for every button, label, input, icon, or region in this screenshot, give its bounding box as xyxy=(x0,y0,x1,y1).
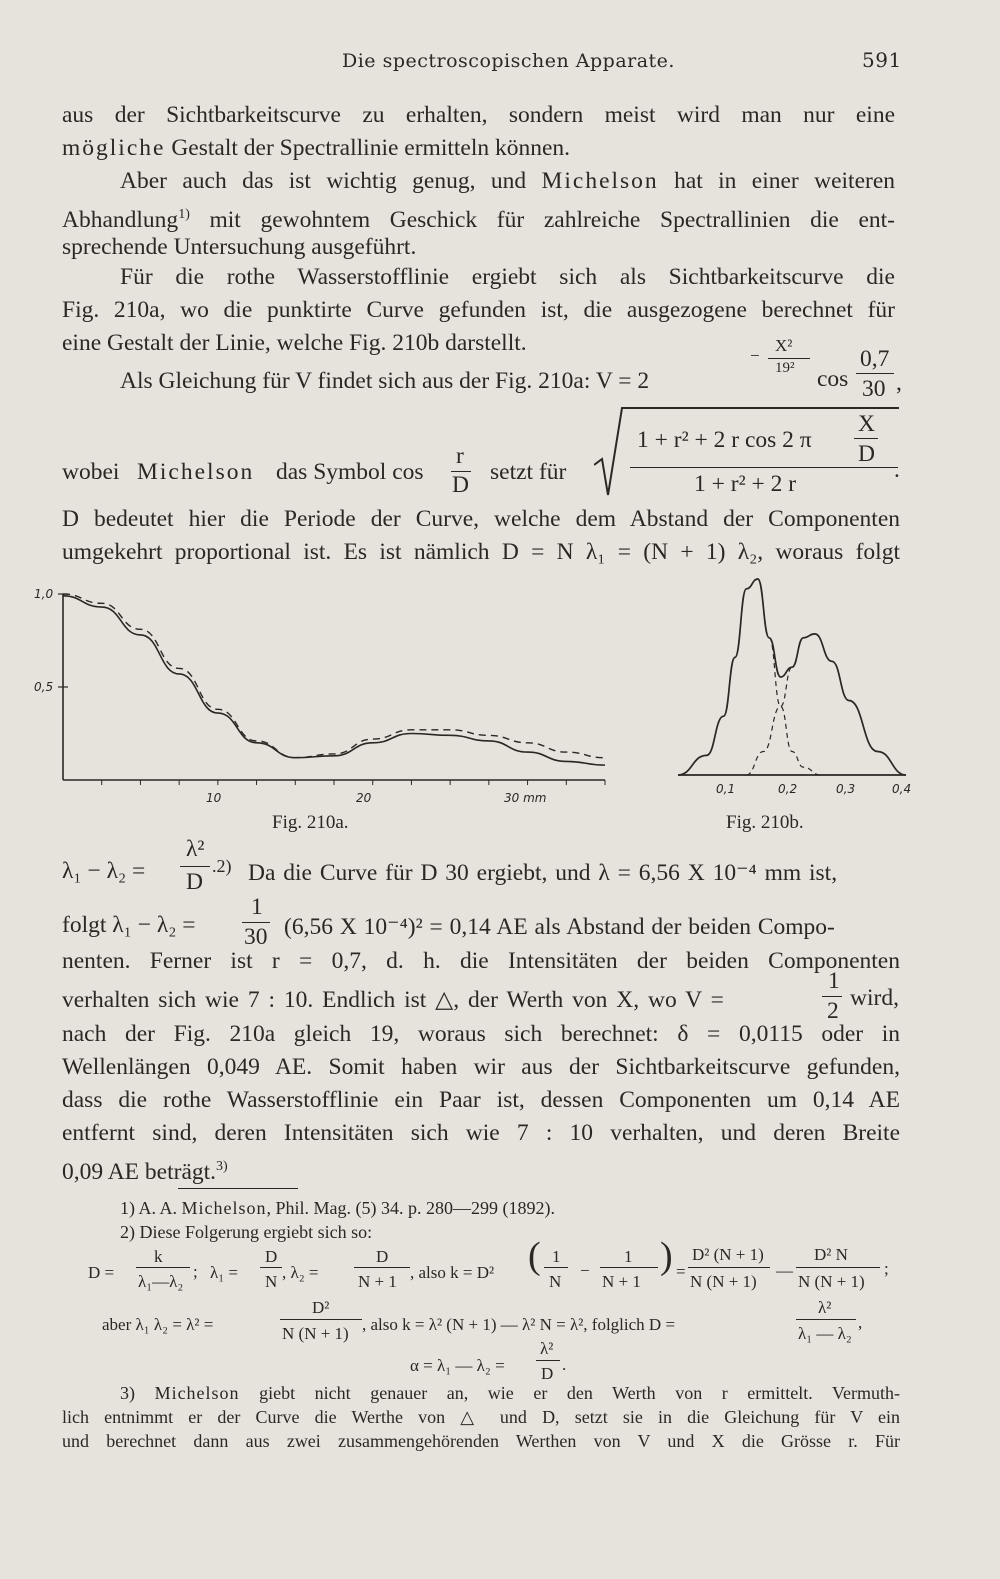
paren-left: ( xyxy=(528,1235,541,1277)
author-name: Michelson xyxy=(541,168,659,194)
formula-text: D = xyxy=(88,1263,115,1282)
footnote-3-line xyxy=(62,1405,900,1430)
text-span: 0,09 AE beträgt. xyxy=(62,1158,217,1185)
formula-text: . xyxy=(562,1355,567,1374)
text-line xyxy=(62,99,895,132)
fraction-numerator: 1 xyxy=(251,894,263,920)
text-span: Abhandlung xyxy=(62,206,179,233)
footnote-ref: 1) xyxy=(178,207,190,222)
x-tick-label: 0,3 xyxy=(836,782,856,796)
footnote-2: 2) Diese Folgerung ergiebt sich so: xyxy=(120,1222,373,1242)
text-line xyxy=(62,968,900,1023)
text-line xyxy=(120,261,895,294)
footnote-formula-1 xyxy=(62,1235,902,1300)
text-span: sprechende Untersuchung ausgeführt. xyxy=(62,234,417,260)
text-span: hat in einer weiteren xyxy=(674,168,896,194)
equation-prefix: Als Gleichung für V findet sich aus der Fig. 210a: V = 2 xyxy=(120,368,650,394)
fraction-denominator: D xyxy=(186,869,203,895)
figure-caption: Fig. 210b. xyxy=(726,812,804,833)
text-span: nenten. Ferner ist r = 0,7, d. h. die Intensitäten der beiden Componenten xyxy=(62,948,900,974)
emphasized-word: mögliche xyxy=(62,135,166,161)
author-name: Michelson xyxy=(154,1383,240,1403)
text-span: 3) xyxy=(120,1383,135,1403)
text-line xyxy=(62,503,900,536)
y-tick-label: 1,0 xyxy=(34,587,54,601)
formula-text: − xyxy=(580,1261,590,1280)
text-span: verhalten sich wie 7 : 10. Endlich ist △, der Werth von X, wo V = xyxy=(62,987,724,1013)
fraction-bar xyxy=(280,1319,362,1320)
x-tick-label: 0,4 xyxy=(892,782,912,796)
footnote-3-line xyxy=(62,1429,900,1454)
fraction-numerator: λ² xyxy=(818,1298,832,1317)
root-numerator-d: D xyxy=(858,441,875,467)
series-dashed-line xyxy=(746,634,849,775)
text-span: Fig. 210a, wo die punktirte Curve gefunden ist, die ausgezogene berechnet für xyxy=(62,297,895,323)
running-header xyxy=(342,50,675,72)
footnote-rule xyxy=(178,1188,298,1189)
fraction-numerator: λ² xyxy=(540,1339,554,1358)
footnote-3 xyxy=(120,1381,900,1406)
text-span: D bedeutet hier die Periode der Curve, welche dem Abstand der Componenten xyxy=(62,506,900,532)
equation-period: . xyxy=(894,457,900,483)
text-line xyxy=(62,1018,900,1051)
running-title: Die spectroscopischen Apparate. xyxy=(342,50,675,72)
fraction-bar xyxy=(354,1267,410,1268)
formula-text: = xyxy=(676,1262,686,1281)
text-line xyxy=(62,294,895,327)
fraction-numerator: r xyxy=(456,443,464,469)
fraction-denominator: N (N + 1) xyxy=(282,1324,349,1343)
author-name: Michelson xyxy=(181,1198,267,1218)
fraction-bar xyxy=(260,1267,282,1268)
fraction-denominator: D xyxy=(452,472,469,498)
equation-result xyxy=(62,890,900,950)
y-tick-label: 0,5 xyxy=(34,680,54,694)
fraction-denominator: N + 1 xyxy=(358,1272,397,1291)
text-span: nach der Fig. 210a gleich 19, woraus sich berechnet: δ = 0,0115 oder in xyxy=(62,1021,900,1047)
text-span: und berechnet dann aus zwei zusammengehörenden Werthen von V und X die Grösse r. Für xyxy=(62,1431,900,1451)
x-tick-label: 20 xyxy=(356,791,372,805)
text-span: Da die Curve für D 30 ergiebt, und λ = 6,56 X 10⁻⁴ mm ist, xyxy=(248,860,838,886)
fraction-denominator: D xyxy=(541,1364,554,1383)
fraction-numerator: k xyxy=(154,1247,163,1266)
formula-text: λ₁ = xyxy=(210,1263,239,1282)
text-line xyxy=(62,231,895,264)
root-numerator: 1 + r² + 2 r cos 2 π xyxy=(637,427,812,453)
series-solid-line xyxy=(63,596,605,765)
formula-text: , xyxy=(858,1313,863,1332)
formula-text: — xyxy=(776,1261,793,1280)
formula-text: , also k = λ² (N + 1) — λ² N = λ², folglich D = xyxy=(362,1315,676,1334)
fraction-bar xyxy=(796,1267,880,1268)
fraction-numerator: 1 xyxy=(828,968,840,994)
footnote-ref: 3) xyxy=(216,1159,228,1174)
fraction-numerator: D² xyxy=(312,1298,330,1317)
page-number: 591 xyxy=(862,48,902,72)
text-span: Aber auch das ist wichtig genug, und xyxy=(120,168,527,194)
text-line xyxy=(120,165,895,198)
fraction-bar xyxy=(180,866,210,867)
x-tick-label: 10 xyxy=(206,791,222,805)
fraction-denominator: λ₁—λ₂ xyxy=(138,1272,184,1291)
formula-text: ; xyxy=(884,1259,889,1278)
text-span: Wellenlängen 0,049 AE. Somit haben wir aus der Sichtbarkeitscurve gefunden, xyxy=(62,1054,900,1080)
formula-text: aber λ₁ λ₂ = λ² = xyxy=(102,1315,214,1334)
footnote-ref: .2) xyxy=(212,856,232,876)
fraction-bar xyxy=(854,438,878,439)
formula-text: , also k = D² xyxy=(410,1263,495,1282)
footnote-1 xyxy=(120,1196,555,1221)
text-line xyxy=(62,1117,900,1150)
text-span: lich entnimmt er der Curve die Werthe von △ und D, setzt sie in die Gleichung für V ein xyxy=(62,1407,900,1427)
text-span: wobei xyxy=(62,459,120,485)
text-span: mit gewohntem Geschick für zahlreiche Spectrallinien die ent- xyxy=(209,206,896,233)
text-span: eine Gestalt der Linie, welche Fig. 210b darstellt. xyxy=(62,330,527,356)
fraction-bar xyxy=(856,373,894,374)
root-denominator: 1 + r² + 2 r xyxy=(694,471,797,497)
x-tick-label: 30 mm xyxy=(504,791,547,805)
cos-label: cos xyxy=(817,366,849,392)
root-numerator-x: X xyxy=(858,411,875,437)
text-span: entfernt sind, deren Intensitäten sich wie 7 : 10 verhalten, und deren Breite xyxy=(62,1120,900,1146)
formula-text: α = λ₁ — λ₂ = xyxy=(410,1356,505,1375)
text-span: setzt für xyxy=(490,459,567,485)
figure-caption: Fig. 210a. xyxy=(272,812,349,833)
fraction-bar xyxy=(822,996,842,997)
fraction-denominator: 30 xyxy=(862,376,886,402)
fraction-denominator: N xyxy=(265,1272,278,1291)
exponent-numerator: X² xyxy=(775,336,793,355)
text-span: (6,56 X 10⁻⁴)² = 0,14 AE als Abstand der beiden Compo- xyxy=(284,914,835,940)
footnote-formula-3 xyxy=(62,1336,902,1384)
equation-lhs: λ₁ − λ₂ = xyxy=(62,858,146,884)
fraction-denominator: N + 1 xyxy=(602,1272,641,1291)
fraction-numerator: D xyxy=(265,1247,278,1266)
text-span: umgekehrt proportional ist. Es ist nämlich D = N λ₁ = (N + 1) λ₂, woraus folgt xyxy=(62,539,900,565)
fraction-bar xyxy=(688,1267,770,1268)
root-fraction-bar xyxy=(630,467,898,468)
text-span: 1) A. A. xyxy=(120,1198,178,1218)
figure-210a xyxy=(30,580,630,805)
formula-text: , λ₂ = xyxy=(282,1263,319,1282)
fraction-bar xyxy=(544,1267,568,1268)
equation-lhs: folgt λ₁ − λ₂ = xyxy=(62,912,196,938)
fraction-bar xyxy=(600,1267,658,1268)
equation-v xyxy=(120,336,902,402)
text-line xyxy=(62,1150,900,1189)
text-line xyxy=(62,1084,900,1117)
fraction-bar xyxy=(796,1319,856,1320)
fraction-denominator: N (N + 1) xyxy=(798,1272,865,1291)
equation-symbol xyxy=(62,405,902,505)
formula-text: ; xyxy=(193,1262,198,1281)
text-span: dass die rothe Wasserstofflinie ein Paar ist, dessen Componenten um 0,14 AE xyxy=(62,1087,900,1113)
fraction-denominator: N (N + 1) xyxy=(690,1272,757,1291)
fraction-bar xyxy=(136,1267,190,1268)
text-span: aus der Sichtbarkeitscurve zu erhalten, sondern meist wird man nur eine xyxy=(62,102,895,128)
x-tick-label: 0,2 xyxy=(778,782,798,796)
fraction-numerator: D² N xyxy=(814,1245,848,1264)
fraction-numerator: 0,7 xyxy=(860,346,890,372)
text-span: Für die rothe Wasserstofflinie ergiebt sich als Sichtbarkeitscurve die xyxy=(120,264,895,290)
text-span: Gestalt der Spectrallinie ermitteln können. xyxy=(171,135,571,161)
text-span: giebt nicht genauer an, wie er den Werth von r ermittelt. Vermuth- xyxy=(259,1383,901,1403)
text-line xyxy=(62,536,900,569)
x-tick-label: 0,1 xyxy=(716,782,736,796)
fraction-numerator: 1 xyxy=(624,1247,633,1266)
fraction-numerator: 1 xyxy=(552,1247,561,1266)
series-dashed-line xyxy=(63,594,605,758)
exponent-bar xyxy=(768,358,810,359)
fraction-numerator: D xyxy=(376,1247,389,1266)
equation-comma: , xyxy=(896,370,902,396)
fraction-denominator: 2 xyxy=(827,998,839,1024)
fraction-numerator: λ² xyxy=(186,836,205,862)
text-span: das Symbol cos xyxy=(276,459,424,485)
figure-210b xyxy=(676,575,916,805)
fraction-bar xyxy=(242,922,270,923)
fraction-denominator: λ₁ — λ₂ xyxy=(798,1324,852,1343)
author-name: Michelson xyxy=(137,459,255,485)
fraction-denominator: N xyxy=(549,1272,562,1291)
fraction-numerator: D² (N + 1) xyxy=(692,1245,764,1264)
text-line xyxy=(62,1051,900,1084)
text-span: wird, xyxy=(850,985,899,1011)
text-span: , Phil. Mag. (5) 34. p. 280—299 (1892). xyxy=(266,1198,555,1218)
paren-right: ) xyxy=(660,1235,673,1277)
fraction-denominator: 30 xyxy=(244,924,268,950)
equation-lambda-diff xyxy=(62,836,900,898)
exponent-minus: − xyxy=(750,346,760,365)
text-line xyxy=(62,132,895,165)
exponent-denominator: 19² xyxy=(775,360,795,376)
